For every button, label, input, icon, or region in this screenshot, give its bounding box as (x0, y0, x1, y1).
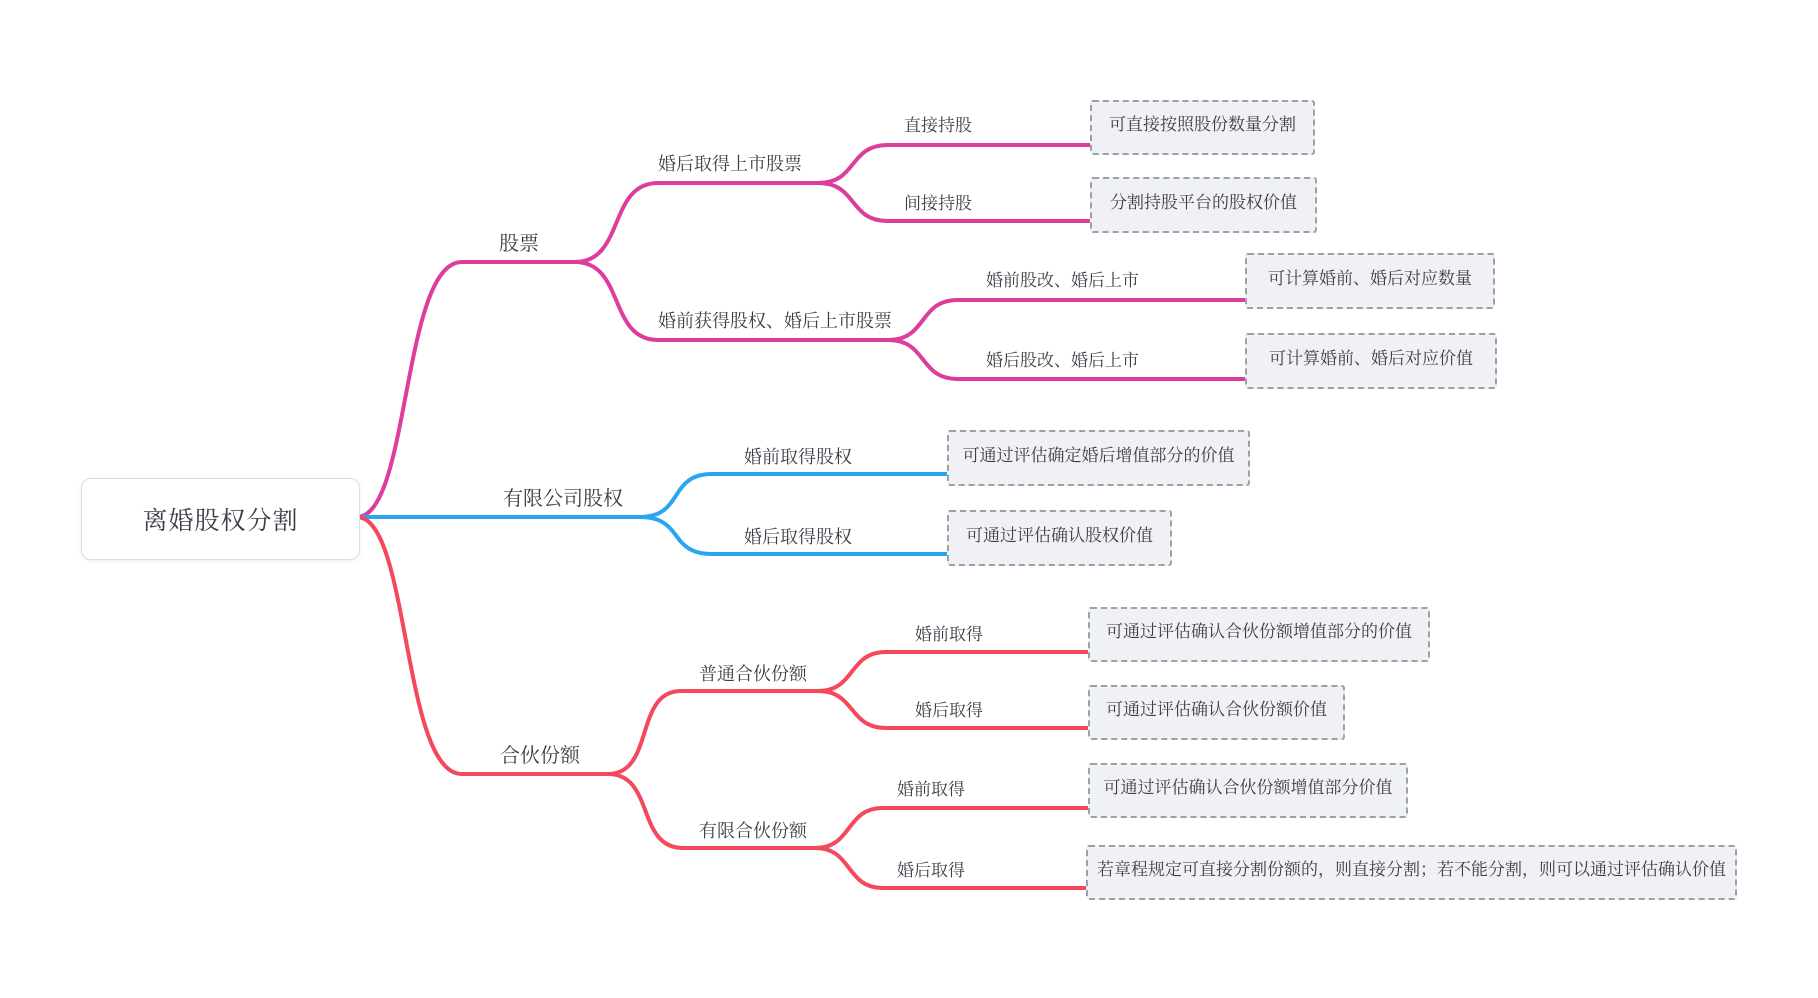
node-pre-marriage-acquired-equity[interactable]: 婚前取得股权 (744, 447, 852, 467)
result-box-gp-post-marriage[interactable]: 可通过评估确认合伙份额价值 (1088, 685, 1345, 740)
node-gp-pre-marriage[interactable]: 婚前取得 (915, 625, 983, 644)
root-node[interactable]: 离婚股权分割 (81, 478, 360, 560)
connector-general-partnership (608, 691, 818, 774)
node-lp-pre-marriage[interactable]: 婚前取得 (897, 780, 965, 799)
result-box-pre-marriage-equity[interactable]: 可通过评估确定婚后增值部分的价值 (947, 430, 1250, 486)
node-direct-holding[interactable]: 直接持股 (904, 116, 972, 135)
node-pre-marriage-reform-post-listing[interactable]: 婚前股改、婚后上市 (986, 271, 1139, 290)
result-box-direct-holding[interactable]: 可直接按照股份数量分割 (1090, 100, 1315, 155)
result-box-pre-marriage-reform[interactable]: 可计算婚前、婚后对应数量 (1245, 253, 1495, 309)
node-gp-post-marriage[interactable]: 婚后取得 (915, 701, 983, 720)
result-box-post-marriage-reform[interactable]: 可计算婚前、婚后对应价值 (1245, 333, 1497, 389)
connector-root-stocks (357, 262, 575, 517)
node-post-marriage-acquired-equity[interactable]: 婚后取得股权 (744, 527, 852, 547)
node-limited-partnership-share[interactable]: 有限合伙份额 (699, 821, 807, 841)
node-post-marriage-listed-stock[interactable]: 婚后取得上市股票 (658, 154, 802, 174)
node-general-partnership-share[interactable]: 普通合伙份额 (699, 664, 807, 684)
node-pre-marriage-equity-post-listing[interactable]: 婚前获得股权、婚后上市股票 (658, 311, 892, 331)
connector-stocks-postmarriage-listed (575, 183, 818, 262)
result-box-gp-pre-marriage[interactable]: 可通过评估确认合伙份额增值部分的价值 (1088, 607, 1430, 662)
result-box-lp-post-marriage[interactable]: 若章程规定可直接分割份额的，则直接分割；若不能分割，则可以通过评估确认价值 (1086, 845, 1737, 900)
node-post-marriage-reform-post-listing[interactable]: 婚后股改、婚后上市 (986, 351, 1139, 370)
node-indirect-holding[interactable]: 间接持股 (904, 194, 972, 213)
node-lp-post-marriage[interactable]: 婚后取得 (897, 861, 965, 880)
node-partnership-share[interactable]: 合伙份额 (500, 745, 580, 767)
connector-root-partnership (357, 517, 608, 774)
result-box-post-marriage-equity[interactable]: 可通过评估确认股权价值 (947, 510, 1172, 566)
result-box-lp-pre-marriage[interactable]: 可通过评估确认合伙份额增值部分价值 (1088, 763, 1408, 818)
result-box-indirect-holding[interactable]: 分割持股平台的股权价值 (1090, 177, 1317, 233)
node-stocks[interactable]: 股票 (499, 233, 539, 255)
node-limited-company-equity[interactable]: 有限公司股权 (503, 488, 623, 510)
